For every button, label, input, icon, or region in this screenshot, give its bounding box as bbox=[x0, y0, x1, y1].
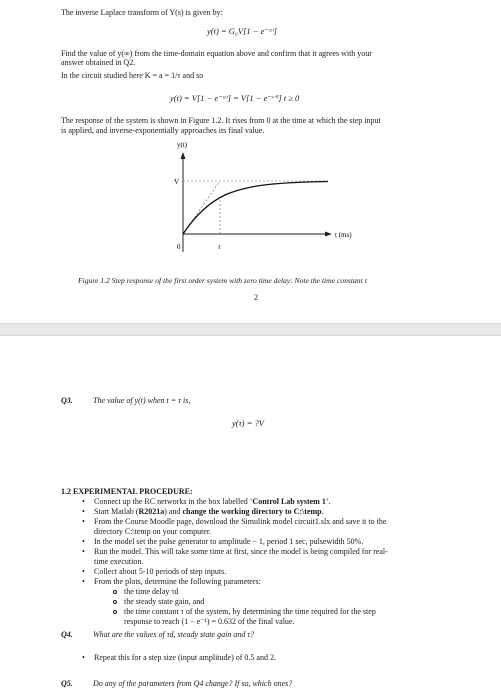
bullet-connect: Connect up the RC networks in the box labelled ‘Control Lab system 1’. bbox=[94, 497, 331, 506]
page-separator bbox=[0, 323, 501, 336]
bullet-determine: From the plots, determine the following parameters: bbox=[94, 577, 261, 586]
bullet-icon: • bbox=[82, 507, 85, 516]
equation-step-response: y(t) = V[1 − e⁻ᵃᵗ] = V[1 − e⁻ᵗᐟᵗ] t ≥ 0 bbox=[170, 93, 300, 103]
sub-bullet-time-constant-line-1: the time constant τ of the system, by determining the time required for the step bbox=[124, 607, 376, 616]
bullet-icon: • bbox=[82, 567, 85, 576]
bullet-run-line-2: time execution. bbox=[94, 557, 144, 566]
origin-label: 0 bbox=[177, 243, 181, 251]
bullet-icon: • bbox=[82, 547, 85, 556]
bullet-download-line-2: directory C:\temp on your computer. bbox=[94, 527, 212, 536]
intro-text: The inverse Laplace transform of Y(s) is given by: bbox=[61, 8, 223, 17]
document-page-1 bbox=[0, 0, 501, 323]
x-axis-arrow-icon bbox=[325, 232, 332, 237]
q4-text: What are the values of τd, steady state gain and τ? bbox=[93, 630, 255, 639]
procedure-heading: 1.2 EXPERIMENTAL PROCEDURE: bbox=[61, 487, 193, 496]
bullet-collect: Collect about 5-10 periods of step inputs. bbox=[94, 567, 227, 576]
q5-text: Do any of the parameters from Q4 change? If so, which ones? bbox=[93, 679, 293, 688]
bullet-icon: • bbox=[82, 537, 85, 546]
x-axis-label: t (ms) bbox=[335, 231, 352, 239]
step-response-figure bbox=[150, 138, 380, 268]
response-curve bbox=[183, 182, 328, 235]
find-text-line-2: answer obtained in Q2. bbox=[61, 58, 136, 67]
bullet-icon: • bbox=[82, 653, 85, 662]
response-text-line-1: The response of the system is shown in Figure 1.2. It rises from 0 at the time at which the step input bbox=[61, 116, 381, 125]
circuit-text: In the circuit studied here K = a = 1/τ and so bbox=[61, 71, 204, 80]
sub-bullet-time-constant-line-2: response to reach (1 − e⁻¹) = 0.632 of the final value. bbox=[124, 617, 295, 626]
find-text-line-1: Find the value of y(∞) from the time-domain equation above and confirm that it agrees with your bbox=[61, 49, 372, 58]
y-axis-label: y(t) bbox=[177, 141, 188, 149]
v-label: V bbox=[174, 178, 180, 186]
bullet-pulse-generator: In the model set the pulse generator to amplitude − 1, period 1 sec, pulsewidth 50%. bbox=[94, 537, 364, 546]
q3-number: Q3. bbox=[61, 396, 73, 405]
q3-text: The value of y(t) when t = τ is, bbox=[93, 396, 191, 405]
sub-bullet-steady-state: the steady state gain, and bbox=[124, 597, 205, 606]
q3-equation: y(τ) = ?V bbox=[232, 418, 264, 428]
bullet-icon: • bbox=[82, 517, 85, 526]
y-axis-arrow-icon bbox=[181, 152, 186, 159]
response-text-line-2: is applied, and inverse-exponentially approaches its final value. bbox=[61, 126, 265, 135]
bullet-icon: • bbox=[82, 497, 85, 506]
sub-bullet-icon bbox=[113, 610, 117, 614]
bullet-start-matlab: Start Matlab (R2021a) and change the working directory to C:\temp. bbox=[94, 507, 324, 516]
bullet-download-line-1: From the Course Moodle page, download the Simulink model circuit1.slx and save it to the bbox=[94, 517, 387, 526]
sub-bullet-icon bbox=[113, 600, 117, 604]
page-number: 2 bbox=[254, 293, 258, 302]
equation-inverse-laplace: y(t) = G₀V[1 − e⁻ᵃᵗ] bbox=[207, 26, 277, 36]
bullet-icon: • bbox=[82, 577, 85, 586]
document-page-2 bbox=[0, 336, 501, 700]
bullet-repeat: Repeat this for a step size (input amplitude) of 0.5 and 2. bbox=[94, 653, 276, 662]
q5-number: Q5. bbox=[61, 679, 73, 688]
sub-bullet-time-delay: the time delay τd bbox=[124, 587, 179, 596]
q4-number: Q4. bbox=[61, 630, 73, 639]
tau-label: τ bbox=[218, 243, 221, 251]
bullet-run-line-1: Run the model. This will take some time at first, since the model is being compiled for real- bbox=[94, 547, 388, 556]
figure-caption: Figure 1.2 Step response of the first order system with zero time delay: Note the time constant τ bbox=[78, 276, 368, 285]
sub-bullet-icon bbox=[113, 590, 117, 594]
